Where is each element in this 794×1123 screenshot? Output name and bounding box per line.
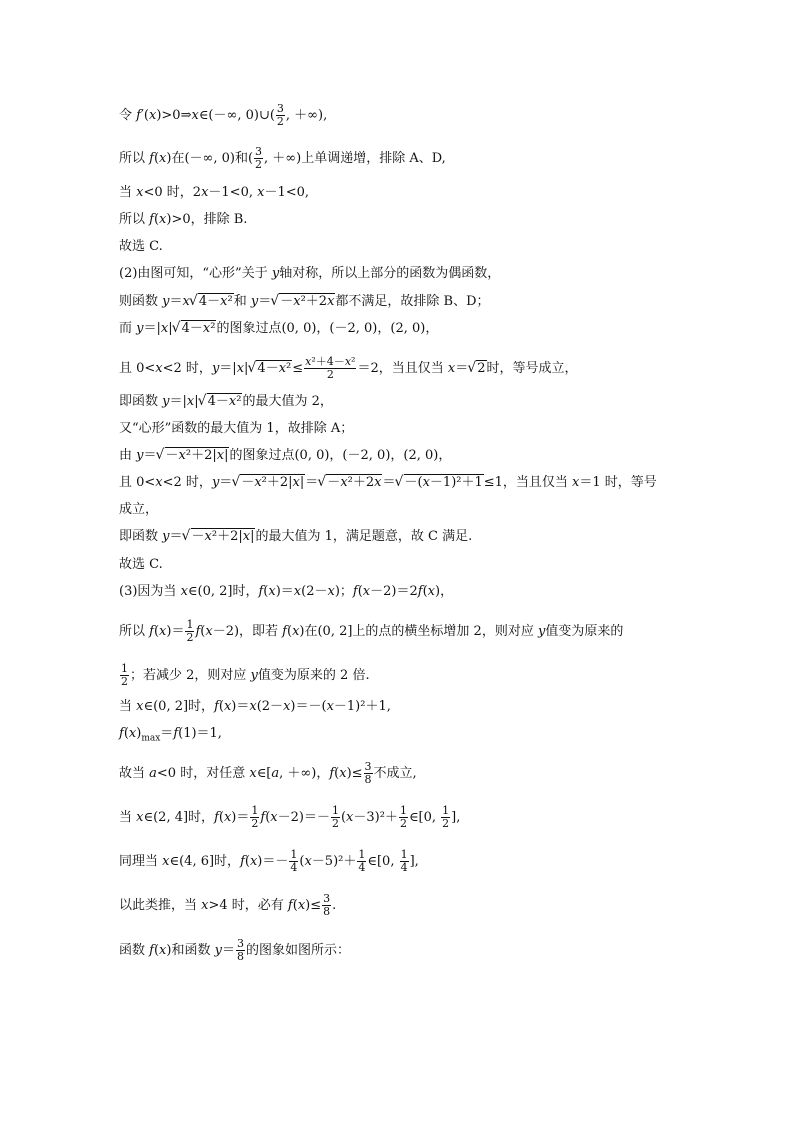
solution-line: 故当 a<0 时，对任意 x∈[a, ＋∞)，f(x)≤ $\frac{3}{8}$ 不成立, xyxy=(119,760,417,786)
solution-line: 函数 f(x)和函数 y＝ $\frac{3}{8}$ 的图象如图所示： xyxy=(119,937,350,963)
solution-line: (2)由图可知，“心形”关于 y轴对称，所以上部分的函数为偶函数， xyxy=(119,266,501,281)
solution-line: 所以 f(x)＝ $\frac{1}{2}$ f(x－2)，即若 f(x)在(0, 2]上的点的横坐标增加 2，则对应 y值变为原来的 xyxy=(119,618,624,644)
solution-line: 且 0<x<2 时，y＝√ －x²＋2|x|＝√ －x²＋2x＝√ －(x－1)²＋1≤1，当且仅当 x＝1 时，等号 xyxy=(119,474,657,492)
solution-line: 当 x∈(2, 4]时，f(x)＝ $\frac{1}{2}$ f(x－2)＝－ $\frac{1}{2}$ (x－3)²＋ $\frac{1}{2}$ ∈[0, $\frac{1}{2}$ ], xyxy=(119,804,461,830)
solution-line: 成立， xyxy=(119,502,159,517)
solution-line: 由 y＝√ －x²＋2|x|的图象过点(0, 0)，(－2, 0)，(2, 0)， xyxy=(119,447,451,465)
solution-line: 又“心形”函数的最大值为 1，故排除 A； xyxy=(119,421,354,436)
solution-line: $\frac{1}{2}$ ；若减少 2，则对应 y值变为原来的 2 倍. xyxy=(121,662,370,688)
solution-line: 故选 C. xyxy=(119,239,163,254)
solution-line: 即函数 y＝|x|√ 4－x²的最大值为 2， xyxy=(119,393,333,411)
solution-line: 当 x<0 时，2x－1<0, x－1<0, xyxy=(119,185,310,200)
solution-line: 而 y＝|x|√ 4－x²的图象过点(0, 0)，(－2, 0)，(2, 0)， xyxy=(119,320,438,338)
solution-line: (3)因为当 x∈(0, 2]时，f(x)＝x(2－x)；f(x－2)＝2f(x)， xyxy=(119,584,454,599)
solution-line: 令 f′(x)>0⇒x∈(－∞, 0)∪( $\frac{3}{2}$ , ＋∞), xyxy=(119,102,328,128)
solution-line: 同理当 x∈(4, 6]时，f(x)＝－ $\frac{1}{4}$ (x－5)²＋ $\frac{1}{4}$ ∈[0, $\frac{1}{4}$ ], xyxy=(119,848,419,874)
solution-line: 所以 f(x)>0，排除 B. xyxy=(119,212,248,227)
solution-line: 且 0<x<2 时，y＝|x|√ 4－x²≤ $\frac{\text{x²＋4－x²}}{2}$ ＝2，当且仅当 x＝√ 2时，等号成立， xyxy=(119,356,578,381)
solution-line: 所以 f(x)在(－∞, 0)和( $\frac{3}{2}$ , ＋∞)上单调递增，排除 A、D, xyxy=(119,145,446,171)
solution-line: 则函数 y＝x√ 4－x²和 y＝√ －x²＋2x都不满足，故排除 B、D； xyxy=(119,293,490,311)
solution-line: 即函数 y＝√ －x²＋2|x|的最大值为 1，满足题意，故 C 满足. xyxy=(119,528,472,546)
solution-line: 当 x∈(0, 2]时，f(x)＝x(2－x)＝－(x－1)²＋1, xyxy=(119,699,391,714)
solution-line: 以此类推，当 x>4 时，必有 f(x)≤ $\frac{3}{8}$ . xyxy=(119,892,337,918)
solution-line: $f(x)_{max}=f(1)=1$, xyxy=(119,726,222,744)
solution-line: 故选 C. xyxy=(119,557,163,572)
